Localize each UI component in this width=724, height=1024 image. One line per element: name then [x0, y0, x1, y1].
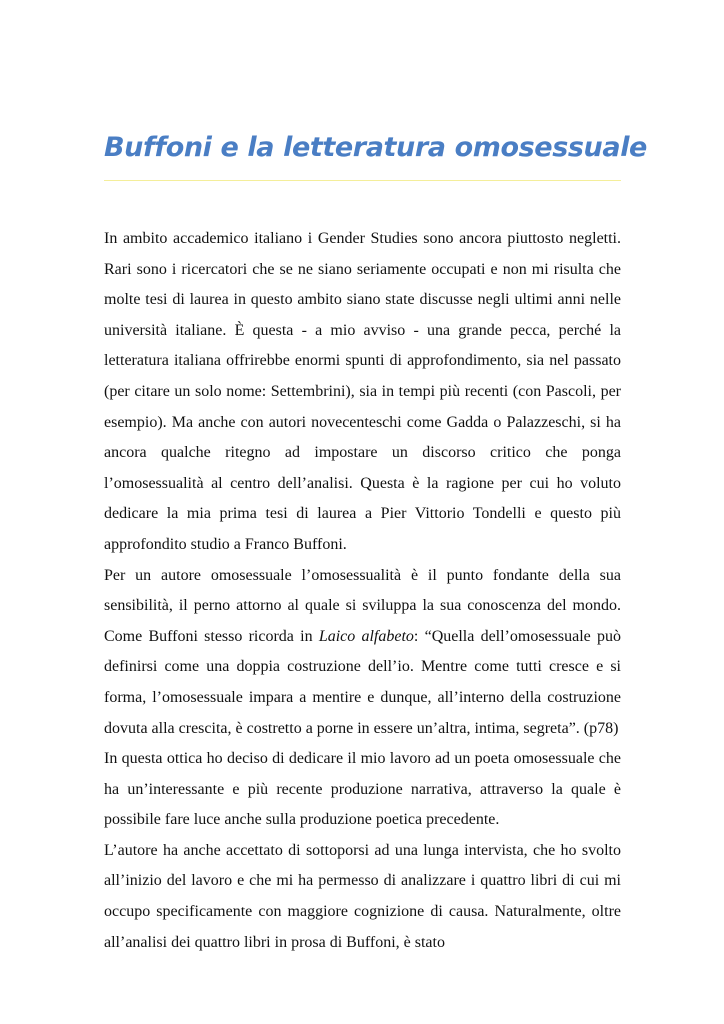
- paragraph-2-text-after: : “Quella dell’omosessuale può definirsi come una doppia costruzione dell’io. Mentre come tutti cresce e si forma, l’omosessuale impara a mentire e dunque, all’interno della costruzione dovuta alla crescita, è costretto a porne in essere un’altra, intima, segreta”. (p78): [104, 627, 621, 737]
- body-paragraph-4: L’autore ha anche accettato di sottoporsi ad una lunga intervista, che ho svolto all’inizio del lavoro e che mi ha permesso di analizzare i quattro libri di cui mi occupo specificamente con maggiore cognizione di causa. Naturalmente, oltre all’analisi dei quattro libri in prosa di Buffoni, è stato: [104, 841, 621, 951]
- book-title: Laico alfabeto: [318, 627, 414, 645]
- page-title: Buffoni e la letteratura omosessuale: [104, 132, 647, 163]
- title-underline: [104, 180, 621, 181]
- document-body: [104, 224, 621, 958]
- body-paragraph-2: [104, 561, 621, 745]
- body-paragraph-1: In ambito accademico italiano i Gender Studies sono ancora piuttosto negletti. Rari sono i ricercatori che se ne siano seriamente occupati e non mi risulta che molte tesi di laurea in questo ambito siano state discusse negli ultimi anni nelle università italiane. È questa - a mio avviso - una grande pecca, perché la letteratura italiana offrirebbe enormi spunti di approfondimento, sia nel passato (per citare un solo nome: Settembrini), sia in tempi più recenti (con Pascoli, per esempio). Ma anche con autori novecenteschi come Gadda o Palazzeschi, si ha ancora qualche ritegno ad impostare un discorso critico che ponga l’omosessualità al centro dell’analisi. Questa è la ragione per cui ho voluto dedicare la mia prima tesi di laurea a Pier Vittorio Tondelli e questo più approfondito studio a Franco Buffoni.: [104, 230, 621, 553]
- body-paragraph-3: In questa ottica ho deciso di dedicare il mio lavoro ad un poeta omosessuale che ha un’interessante e più recente produzione narrativa, attraverso la quale è possibile fare luce anche sulla produzione poetica precedente.: [104, 750, 621, 829]
- paragraph-2-text-before: Per un autore omosessuale l’omosessualità è il punto fondante della sua sensibilità, il perno attorno al quale si sviluppa la sua conoscenza del mondo. Come Buffoni stesso ricorda in: [104, 566, 621, 645]
